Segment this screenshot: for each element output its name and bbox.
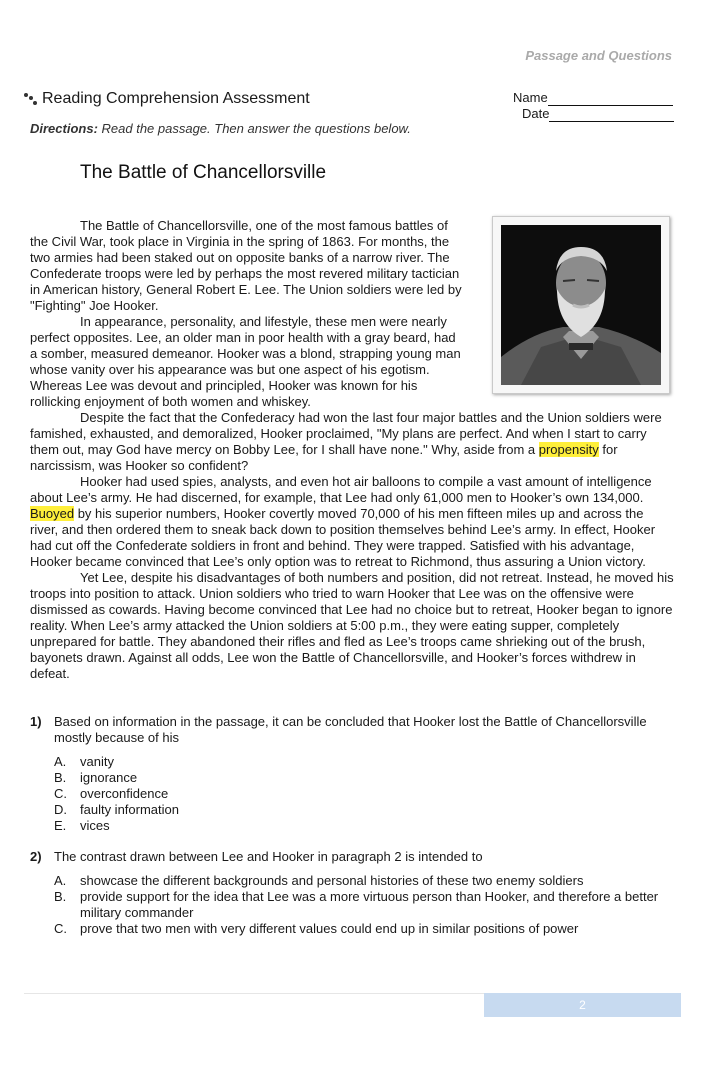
choice-letter: C. bbox=[54, 921, 67, 936]
question-number: 2) bbox=[30, 849, 42, 864]
choice-text: provide support for the idea that Lee was a more virtuous person than Hooker, and therefore a better military commander bbox=[80, 889, 659, 920]
question-2 bbox=[30, 849, 670, 937]
passage-paragraph-5: Yet Lee, despite his disadvantages of both numbers and position, did not retreat. Instead, he moved his troops into position to attack. Union soldiers who tried to warn Hooker that Lee was on the offensive were dismissed as cowards. Having become convinced that Lee had no choice but to retreat, Hooker began to ignore reality. When Lee’s army attacked the Union soldiers at 5:00 p.m., they were eating supper, completely unprepared for battle. They abandoned their rifles and fled as Lee’s troops came shrieking out of the brush, bayonets drawn. Against all odds, Lee won the Battle of Chancellorsville, and Hooker’s forces withdrew in defeat. bbox=[30, 570, 674, 681]
answer-choice[interactable] bbox=[54, 786, 670, 802]
choice-letter: B. bbox=[54, 770, 67, 785]
footer-divider bbox=[24, 993, 484, 994]
date-label: Date bbox=[522, 106, 550, 121]
choice-text: vices bbox=[80, 818, 110, 833]
p3-text-b: for narcissism, was Hooker so confident? bbox=[30, 442, 618, 473]
passage-title: The Battle of Chancellorsville bbox=[80, 162, 327, 183]
date-field[interactable] bbox=[549, 109, 674, 122]
name-date-block bbox=[513, 90, 674, 122]
section-label: Passage and Questions bbox=[525, 48, 672, 63]
directions-label: Directions: bbox=[30, 121, 98, 136]
page-number-bar bbox=[484, 993, 681, 1017]
passage-paragraph-1: The Battle of Chancellorsville, one of the most famous battles of the Civil War, took place in Virginia in the spring of 1863. For months, the two armies had been staked out on opposite banks of a narrow river. The Confederate troops were led by perhaps the most revered military tactician in American history, General Robert E. Lee. The Union soldiers were led by "Fighting" Joe Hooker. bbox=[30, 218, 462, 313]
choice-letter: E. bbox=[54, 818, 67, 833]
p4-text-a: Hooker had used spies, analysts, and even hot air balloons to compile a vast amount of intelligence about Lee’s army. He had discerned, for example, that Lee had only 61,000 men to Hooker’s own 134,000. bbox=[30, 474, 652, 505]
answer-choice[interactable] bbox=[54, 770, 670, 786]
p4-text-b: by his superior numbers, Hooker covertly moved 70,000 of his men fifteen miles up and across the river, and then ordered them to sneak back down to position themselves behind Lee’s army. In effect, Hooker had cut off the Confederate soldiers in front and behind. They were trapped. Satisfied with his advantage, Hooker became convinced that Lee’s only option was to retreat to Richmond, thus assuring a Union victory. bbox=[30, 506, 656, 569]
page-number: 2 bbox=[579, 998, 586, 1012]
choice-text: vanity bbox=[80, 754, 114, 769]
question-number: 1) bbox=[30, 714, 42, 729]
answer-choices bbox=[30, 873, 670, 937]
highlighted-word-propensity: propensity bbox=[538, 442, 599, 457]
choice-text: faulty information bbox=[80, 802, 179, 817]
answer-choice[interactable] bbox=[54, 802, 670, 818]
question-text: Based on information in the passage, it can be concluded that Hooker lost the Battle of Chancellorsville mostly because of his bbox=[54, 714, 647, 745]
name-field[interactable] bbox=[548, 93, 673, 106]
answer-choice[interactable] bbox=[54, 754, 670, 770]
answer-choice[interactable] bbox=[54, 873, 670, 889]
choice-letter: A. bbox=[54, 873, 67, 888]
choice-letter: B. bbox=[54, 889, 67, 904]
answer-choice[interactable] bbox=[54, 889, 670, 921]
question-1 bbox=[30, 714, 670, 834]
p3-text-a: Despite the fact that the Confederacy had won the last four major battles and the Union soldiers were famished, exhausted, and demoralized, Hooker proclaimed, "My plans are perfect. And when I start to carry them out, may God have mercy on Bobby Lee, for I shall have none." Why, aside from a bbox=[30, 410, 662, 457]
passage-paragraph-4 bbox=[30, 474, 674, 570]
answer-choice[interactable] bbox=[54, 921, 670, 937]
passage-paragraph-2: In appearance, personality, and lifestyle, these men were nearly perfect opposites. Lee, an older man in poor health with a gray beard, had a somber, measured demeanor. Hooker was a blond, strapping young man whose vanity over his appearance was but one aspect of his egotism. Whereas Lee was devout and principled, Hooker was known for his rollicking enjoyment of both women and whiskey. bbox=[30, 314, 461, 409]
name-label: Name bbox=[513, 90, 548, 105]
choice-letter: D. bbox=[54, 802, 67, 817]
passage-body bbox=[30, 218, 674, 682]
question-text: The contrast drawn between Lee and Hooker in paragraph 2 is intended to bbox=[54, 849, 483, 864]
choice-text: prove that two men with very different values could end up in similar positions of power bbox=[80, 921, 579, 936]
answer-choice[interactable] bbox=[54, 818, 670, 834]
choice-text: overconfidence bbox=[80, 786, 169, 801]
choice-letter: A. bbox=[54, 754, 67, 769]
directions bbox=[30, 121, 411, 136]
choice-letter: C. bbox=[54, 786, 67, 801]
bullet-icon bbox=[24, 92, 38, 106]
choice-text: ignorance bbox=[80, 770, 138, 785]
choice-text: showcase the different backgrounds and personal histories of these two enemy soldiers bbox=[80, 873, 584, 888]
highlighted-word-buoyed: Buoyed bbox=[30, 506, 75, 521]
answer-choices bbox=[30, 754, 670, 834]
directions-text: Read the passage. Then answer the questions below. bbox=[97, 121, 411, 136]
passage-paragraph-3 bbox=[30, 410, 674, 474]
assessment-title: Reading Comprehension Assessment bbox=[42, 90, 310, 107]
assessment-title-row bbox=[24, 90, 310, 108]
questions-section bbox=[30, 714, 670, 937]
